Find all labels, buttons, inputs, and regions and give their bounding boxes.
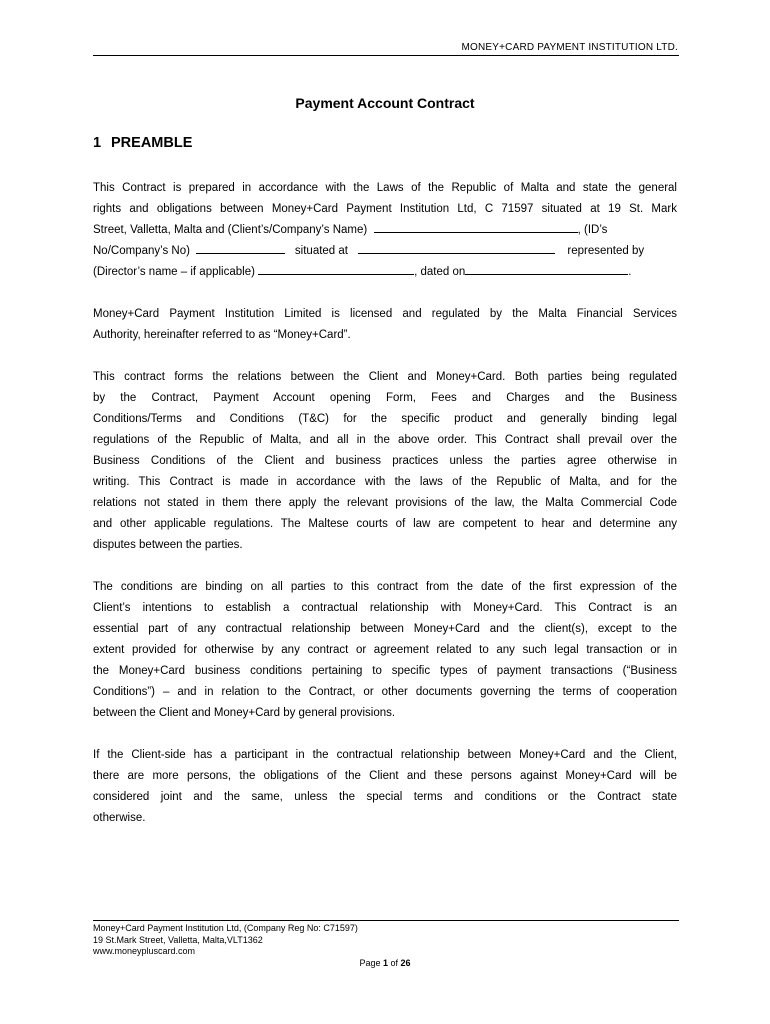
text-line: extent provided for otherwise by any contract or agreement related to any such legal transaction or in	[93, 644, 677, 656]
text-segment: Street, Valletta, Malta and (Client’s/Company’s Name)	[93, 224, 368, 236]
text-segment: No/Company’s No)	[93, 245, 190, 257]
text-segment: , (ID’s	[577, 224, 608, 236]
text-line	[93, 220, 677, 241]
footer-company: Money+Card Payment Institution Ltd, (Company Reg No: C71597)	[93, 923, 358, 933]
header-company-name: MONEY+CARD PAYMENT INSTITUTION LTD.	[461, 42, 678, 53]
page-current: 1	[382, 958, 388, 968]
footer-address: 19 St.Mark Street, Valletta, Malta,VLT1362	[93, 934, 263, 945]
text-line: rights and obligations between Money+Card Payment Institution Ltd, C 71597 situated at 19 St. Mark	[93, 203, 677, 215]
paragraph-1	[93, 178, 677, 283]
paragraph-3	[93, 367, 677, 556]
text-line: Conditions/Terms and Conditions (T&C) for the specific product and generally binding legal	[93, 413, 677, 425]
director-name-field[interactable]	[258, 262, 414, 275]
client-name-field[interactable]	[374, 220, 578, 233]
text-line: This Contract is prepared in accordance with the Laws of the Republic of Malta and state the general	[93, 182, 677, 194]
section-heading	[93, 135, 192, 151]
text-segment: situated at	[294, 245, 348, 257]
paragraph-5	[93, 745, 677, 829]
company-number-field[interactable]	[196, 241, 285, 254]
text-line	[93, 241, 677, 262]
text-line: there are more persons, the obligations of the Client and these persons against Money+Card will be	[93, 770, 677, 782]
paragraph-2	[93, 304, 677, 346]
text-line: This contract forms the relations between the Client and Money+Card. Both parties being regulated	[93, 371, 677, 383]
section-title: PREAMBLE	[111, 135, 193, 151]
text-line	[93, 262, 677, 283]
text-line: Business Conditions of the Client and business practices unless the parties agree otherwise in	[93, 455, 677, 467]
text-line: essential part of any contractual relationship between Money+Card and the client(s), except to the	[93, 623, 677, 635]
text-line: by the Contract, Payment Account opening Form, Fees and Charges and the Business	[93, 392, 677, 404]
text-line: regulations of the Republic of Malta, and all in the above order. This Contract shall prevail over the	[93, 434, 677, 446]
text-line: considered joint and the same, unless the special terms and conditions or the Contract state	[93, 791, 677, 803]
text-line: If the Client-side has a participant in the contractual relationship between Money+Card and the Client,	[93, 749, 677, 761]
date-field[interactable]	[465, 262, 628, 275]
text-segment: represented by	[567, 245, 645, 257]
text-segment: , dated on	[414, 266, 466, 278]
text-line: otherwise.	[93, 812, 146, 824]
footer-rule	[93, 920, 679, 921]
text-line: Authority, hereinafter referred to as “Money+Card”.	[93, 329, 351, 341]
text-line: relations not stated in them there apply the relevant provisions of the law, the Malta Commercial Code	[93, 497, 677, 509]
text-line: Client’s intentions to establish a contractual relationship with Money+Card. This Contract is an	[93, 602, 677, 614]
page-of: of	[390, 958, 399, 968]
text-line: disputes between the parties.	[93, 539, 243, 551]
page-label: Page	[359, 958, 381, 968]
text-line: between the Client and Money+Card by general provisions.	[93, 707, 396, 719]
document-title: Payment Account Contract	[295, 95, 475, 111]
text-line: Conditions”) – and in relation to the Contract, or other documents governing the terms of cooperation	[93, 686, 677, 698]
text-line: Money+Card Payment Institution Limited is licensed and regulated by the Malta Financial Services	[93, 308, 677, 320]
text-line: The conditions are binding on all parties to this contract from the date of the first expression of the	[93, 581, 677, 593]
text-segment: (Director’s name – if applicable)	[93, 266, 255, 278]
page-total: 26	[400, 958, 411, 968]
page-number	[0, 958, 770, 968]
footer-website-link[interactable]: www.moneypluscard.com	[93, 946, 196, 956]
document-body	[93, 178, 677, 850]
text-line: writing. This Contract is made in accordance with the laws of the Republic of Malta, and for the	[93, 476, 677, 488]
section-number: 1	[93, 135, 102, 151]
paragraph-4	[93, 577, 677, 724]
text-segment: .	[628, 266, 632, 278]
footer	[93, 923, 358, 958]
address-field[interactable]	[358, 241, 555, 254]
text-line: and other applicable regulations. The Maltese courts of law are competent to hear and determine any	[93, 518, 677, 530]
text-line: the Money+Card business conditions pertaining to specific types of payment transactions (“Business	[93, 665, 677, 677]
